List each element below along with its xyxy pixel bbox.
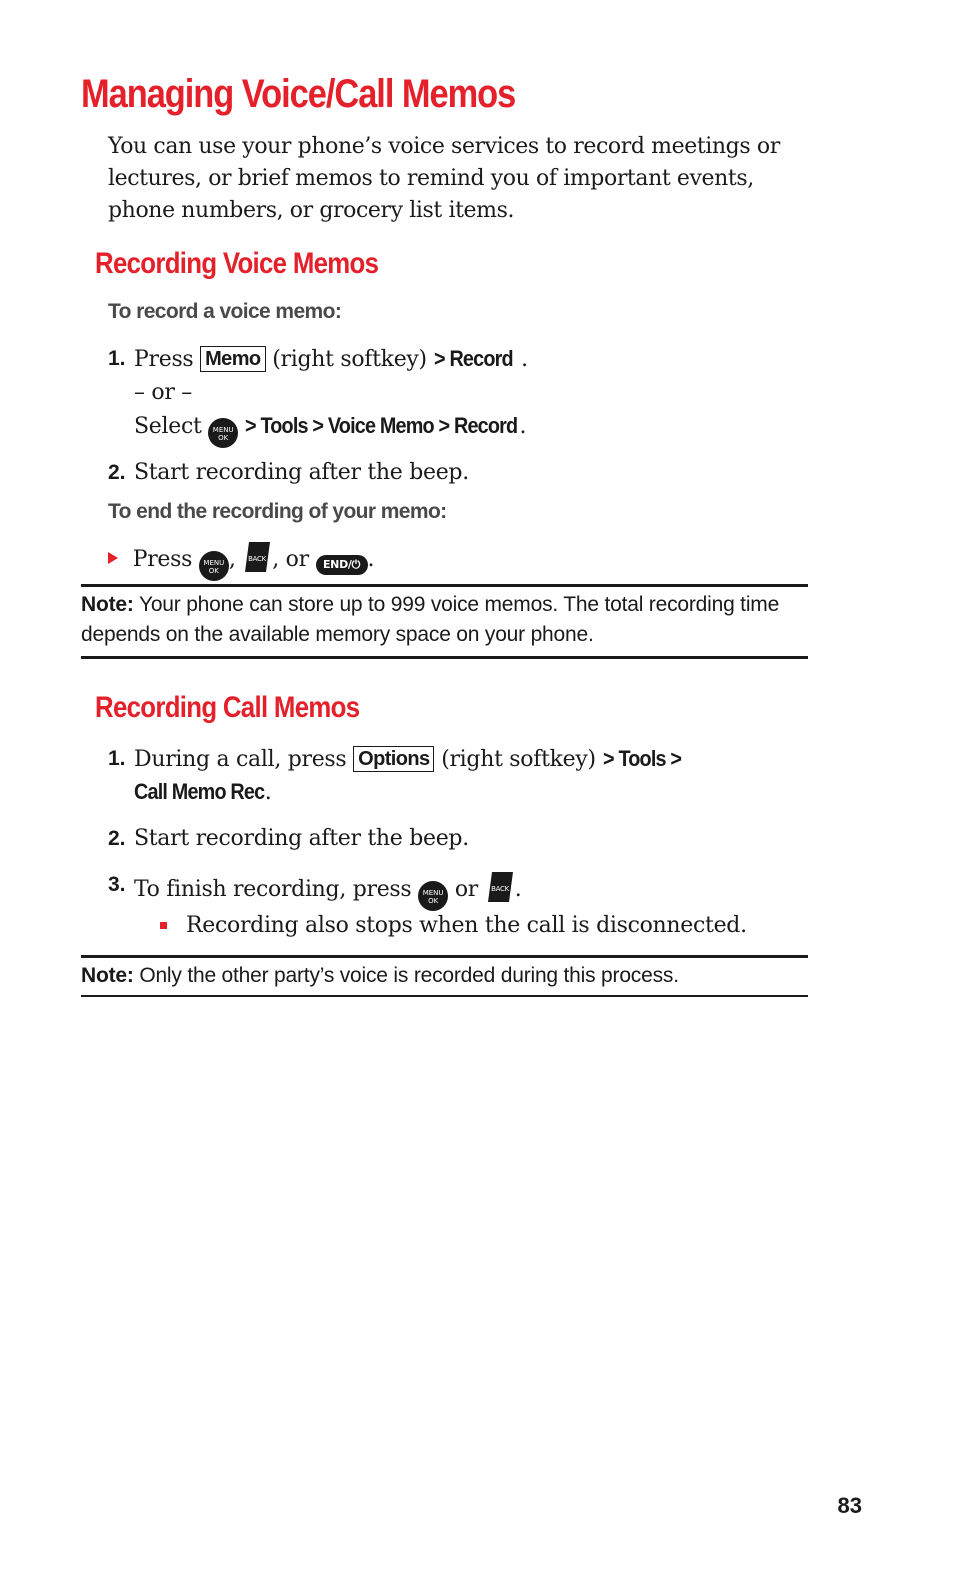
step-text: or [454,877,478,902]
step-text: . [514,877,522,902]
end-power-key-icon: END/⏻ [316,555,368,575]
note-text: Your phone can store up to 999 voice memos. The total recording time depends on the available memory space on your phone. [81,593,780,646]
menu-ok-key-icon: MENU OK [208,418,238,448]
menu-ok-key-icon: MENU OK [418,881,448,911]
note-storage [81,590,808,650]
menu-ok-key-icon: MENU OK [199,551,229,581]
bullet-press-keys [108,540,374,581]
step-text: (right softkey) [441,747,596,772]
back-key-icon [485,870,515,904]
page-title: Managing Voice/Call Memos [81,72,516,116]
sublabel-end-recording: To end the recording of your memo: [108,500,447,523]
intro-paragraph: You can use your phone’s voice services to record meetings or lectures, or brief memos to remind you of important events, phone numbers, or grocery list items. [108,134,780,223]
step-text: Select [134,414,202,439]
menu-path-call-memo-rec: Call Memo Rec [134,779,265,804]
step-number: 1. [108,747,126,770]
step-text: , [228,547,236,572]
memo-softkey: Memo [200,346,265,372]
step-number: 3. [108,873,126,896]
note-bottom-rule [81,656,808,659]
step-number: 2. [108,827,126,850]
step-text: Press [132,547,193,572]
or-separator: – or – [134,380,192,405]
sub-bullet-square-icon [160,922,167,929]
step-call-memo-rec [134,777,272,808]
step-text: To finish recording, press [134,877,412,902]
svg-text:BACK: BACK [490,885,509,893]
step-text: (right softkey) [272,347,427,372]
step-start-recording: Start recording after the beep. [134,460,469,485]
sublabel-record-voice-memo: To record a voice memo: [108,300,342,323]
note-bottom-rule [81,995,808,997]
step-text: Press [134,347,194,372]
step-number: 2. [108,461,126,484]
note-recording [81,961,808,991]
sub-bullet-disconnected: Recording also stops when the call is disconnected. [186,913,747,938]
step-finish-recording [134,870,521,911]
note-label: Note: [81,964,134,987]
step-text: . [519,414,527,439]
section-heading-call-memos: Recording Call Memos [95,691,360,724]
step-text: . [521,347,528,372]
note-top-rule [81,955,808,958]
note-top-rule [81,584,808,587]
note-text: Only the other party’s voice is recorded during this process. [139,964,679,987]
section-heading-voice-memos: Recording Voice Memos [95,247,379,280]
note-label: Note: [81,593,134,616]
step-press-options [134,744,689,775]
step-text: . [367,547,375,572]
step-text: , or [272,547,309,572]
step-select-tools [134,411,526,448]
menu-path-tools: > Tools > [602,746,681,771]
step-text: . [264,780,272,805]
menu-path-record: > Record [433,346,513,371]
step-text: During a call, press [134,747,347,772]
page-number: 83 [837,1493,862,1518]
step-number: 1. [108,347,126,370]
menu-path-tools-voice-memo-record: > Tools > Voice Memo > Record [244,413,518,438]
options-softkey: Options [353,746,434,772]
bullet-arrow-icon [108,552,118,564]
step-start-recording-call: Start recording after the beep. [134,826,469,851]
back-key-icon [242,540,272,574]
step-press-memo [134,344,528,375]
svg-text:BACK: BACK [248,555,267,563]
